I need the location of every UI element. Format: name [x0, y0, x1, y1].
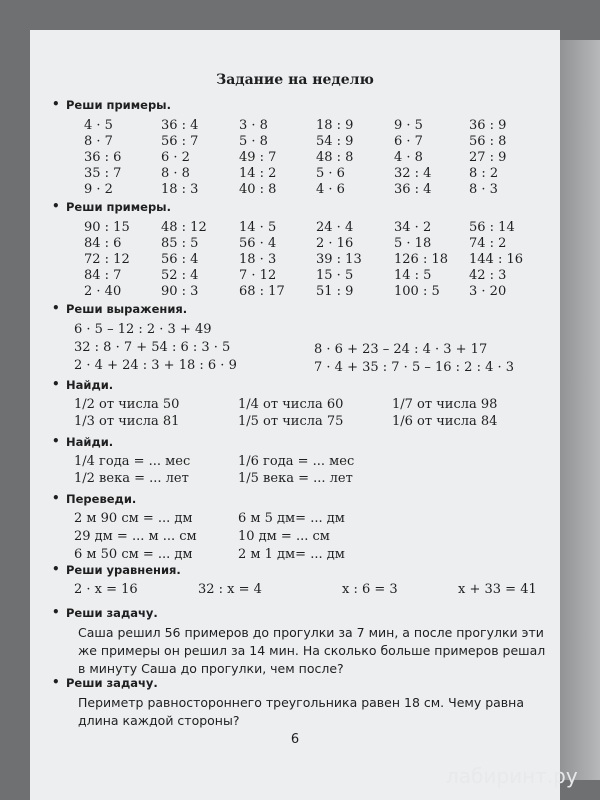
- section-title: [52, 562, 181, 577]
- exercise-cell: 35 : 7: [84, 166, 122, 181]
- exercise-cell: 36 : 4: [161, 118, 199, 133]
- exercise-cell: 1/2 века = ... лет: [74, 471, 189, 486]
- exercise-cell: 100 : 5: [394, 284, 440, 299]
- exercise-cell: 9 · 5: [394, 118, 423, 133]
- exercise-cell: 36 : 4: [394, 182, 432, 197]
- section-title: [52, 434, 114, 449]
- exercise-cell: 84 : 6: [84, 236, 122, 251]
- exercise-cell: 54 : 9: [316, 134, 354, 149]
- exercise-cell: 56 · 4: [239, 236, 277, 251]
- exercise-cell: 5 · 6: [316, 166, 345, 181]
- exercise-cell: 3 · 20: [469, 284, 507, 299]
- exercise-cell: 90 : 15: [84, 220, 130, 235]
- exercise-cell: 39 : 13: [316, 252, 362, 267]
- section-title: [52, 675, 158, 690]
- exercise-cell: 90 : 3: [161, 284, 199, 299]
- section-title-text: Переведи.: [66, 492, 137, 506]
- exercise-cell: 8 · 3: [469, 182, 498, 197]
- watermark: лабиринт.ру: [446, 764, 578, 788]
- exercise-cell: 8 · 8: [161, 166, 190, 181]
- exercise-cell: 1/4 года = ... мес: [74, 454, 191, 469]
- exercise-cell: 14 · 5: [239, 220, 277, 235]
- exercise-cell: 2 · x = 16: [74, 582, 138, 597]
- exercise-cell: 34 · 2: [394, 220, 432, 235]
- exercise-cell: 1/2 от числа 50: [74, 397, 180, 412]
- exercise-cell: 48 : 12: [161, 220, 207, 235]
- section-title-text: Найди.: [66, 378, 114, 392]
- problem-text: Периметр равностороннего треугольника равен 18 см. Чему равна длина каждой стороны?: [78, 695, 524, 728]
- section-title: [52, 97, 171, 112]
- bullet-icon: •: [52, 675, 60, 689]
- exercise-cell: 144 : 16: [469, 252, 523, 267]
- exercise-cell: 3 · 8: [239, 118, 268, 133]
- exercise-cell: 68 : 17: [239, 284, 285, 299]
- exercise-cell: 36 : 9: [469, 118, 507, 133]
- exercise-cell: x : 6 = 3: [342, 582, 398, 597]
- exercise-cell: 56 : 8: [469, 134, 507, 149]
- exercise-cell: 8 · 7: [84, 134, 113, 149]
- section-title: [52, 199, 171, 214]
- section-title: [52, 491, 137, 506]
- exercise-cell: 49 : 7: [239, 150, 277, 165]
- exercise-cell: 1/3 от числа 81: [74, 414, 180, 429]
- exercise-cell: 40 : 8: [239, 182, 277, 197]
- exercise-cell: 51 : 9: [316, 284, 354, 299]
- section-title-text: Найди.: [66, 435, 114, 449]
- exercise-cell: 1/6 года = ... мес: [238, 454, 355, 469]
- page-number: 6: [290, 732, 300, 747]
- exercise-cell: 14 : 5: [394, 268, 432, 283]
- exercise-cell: 42 : 3: [469, 268, 507, 283]
- exercise-cell: 84 : 7: [84, 268, 122, 283]
- exercise-cell: 24 · 4: [316, 220, 354, 235]
- workbook-page: [30, 30, 560, 800]
- bullet-icon: •: [52, 301, 60, 315]
- exercise-cell: 2 м 1 дм= ... дм: [238, 547, 345, 562]
- exercise-cell: 4 · 8: [394, 150, 423, 165]
- exercise-cell: 18 : 9: [316, 118, 354, 133]
- exercise-cell: 8 · 6 + 23 – 24 : 4 · 3 + 17: [314, 342, 488, 357]
- exercise-cell: 2 м 90 см = ... дм: [74, 511, 193, 526]
- exercise-cell: 2 · 16: [316, 236, 354, 251]
- exercise-cell: 4 · 5: [84, 118, 113, 133]
- exercise-cell: 72 : 12: [84, 252, 130, 267]
- exercise-cell: 1/5 от числа 75: [238, 414, 344, 429]
- exercise-cell: 27 : 9: [469, 150, 507, 165]
- exercise-cell: 18 · 3: [239, 252, 277, 267]
- exercise-cell: 6 · 7: [394, 134, 423, 149]
- exercise-cell: 32 : x = 4: [198, 582, 262, 597]
- background-page-edge: [556, 40, 600, 780]
- exercise-cell: 32 : 4: [394, 166, 432, 181]
- exercise-cell: 56 : 14: [469, 220, 515, 235]
- section-title: [52, 377, 114, 392]
- exercise-cell: x + 33 = 41: [458, 582, 537, 597]
- exercise-cell: 32 : 8 · 7 + 54 : 6 : 3 · 5: [74, 340, 231, 355]
- exercise-cell: 1/4 от числа 60: [238, 397, 344, 412]
- exercise-cell: 6 · 2: [161, 150, 190, 165]
- bullet-icon: •: [52, 605, 60, 619]
- problem-text: Саша решил 56 примеров до прогулки за 7 мин, а после прогулки эти же примеры он решил за 14 мин. На сколько больше примеров решал в минуту Саша до прогулки, чем после?: [78, 625, 546, 676]
- exercise-cell: 7 · 12: [239, 268, 277, 283]
- exercise-cell: 29 дм = ... м ... см: [74, 529, 197, 544]
- exercise-cell: 5 · 8: [239, 134, 268, 149]
- bullet-icon: •: [52, 97, 60, 111]
- section-title-text: Реши примеры.: [66, 98, 171, 112]
- exercise-cell: 15 · 5: [316, 268, 354, 283]
- exercise-cell: 1/6 от числа 84: [392, 414, 498, 429]
- exercise-cell: 56 : 7: [161, 134, 199, 149]
- exercise-cell: 48 : 8: [316, 150, 354, 165]
- exercise-cell: 85 : 5: [161, 236, 199, 251]
- exercise-cell: 10 дм = ... см: [238, 529, 330, 544]
- exercise-cell: 6 м 5 дм= ... дм: [238, 511, 345, 526]
- exercise-cell: 2 · 4 + 24 : 3 + 18 : 6 · 9: [74, 358, 237, 373]
- bullet-icon: •: [52, 562, 60, 576]
- exercise-cell: 8 : 2: [469, 166, 499, 181]
- exercise-cell: 5 · 18: [394, 236, 432, 251]
- section-title-text: Реши задачу.: [66, 606, 158, 620]
- exercise-cell: 14 : 2: [239, 166, 277, 181]
- exercise-cell: 4 · 6: [316, 182, 345, 197]
- bullet-icon: •: [52, 199, 60, 213]
- section-title-text: Реши примеры.: [66, 200, 171, 214]
- section-title-text: Реши задачу.: [66, 676, 158, 690]
- section-title: [52, 605, 158, 620]
- exercise-cell: 126 : 18: [394, 252, 448, 267]
- exercise-cell: 36 : 6: [84, 150, 122, 165]
- exercise-cell: 1/7 от числа 98: [392, 397, 498, 412]
- page-title: Задание на неделю: [216, 72, 374, 88]
- exercise-cell: 74 : 2: [469, 236, 507, 251]
- bullet-icon: •: [52, 491, 60, 505]
- exercise-cell: 6 м 50 см = ... дм: [74, 547, 193, 562]
- exercise-cell: 7 · 4 + 35 : 7 · 5 – 16 : 2 : 4 · 3: [314, 360, 515, 375]
- exercise-cell: 18 : 3: [161, 182, 199, 197]
- section-title-text: Реши выражения.: [66, 302, 188, 316]
- exercise-cell: 6 · 5 – 12 : 2 · 3 + 49: [74, 322, 212, 337]
- exercise-cell: 9 · 2: [84, 182, 113, 197]
- exercise-cell: 56 : 4: [161, 252, 199, 267]
- bullet-icon: •: [52, 377, 60, 391]
- section-title: [52, 301, 188, 316]
- bullet-icon: •: [52, 434, 60, 448]
- exercise-cell: 1/5 века = ... лет: [238, 471, 353, 486]
- exercise-cell: 2 · 40: [84, 284, 122, 299]
- section-title-text: Реши уравнения.: [66, 563, 181, 577]
- exercise-cell: 52 : 4: [161, 268, 199, 283]
